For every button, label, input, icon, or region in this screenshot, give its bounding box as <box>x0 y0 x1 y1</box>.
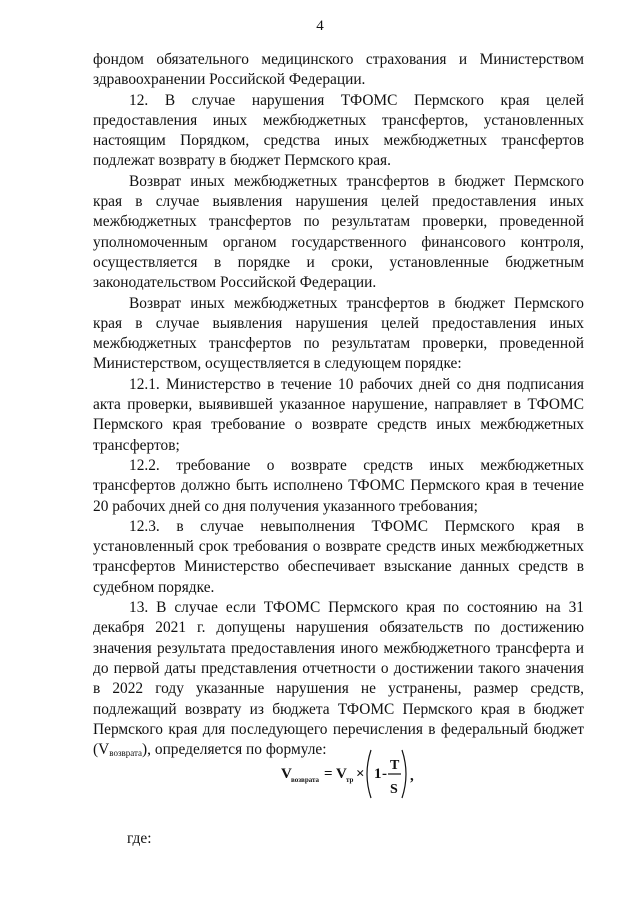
formula-minus: - <box>382 766 387 782</box>
formula-right-paren <box>402 750 406 798</box>
paragraph-item-13-text: 13. В случае если ТФОМС Пермского края по состоянию на 31 декабря 2021 г. допущены нарушения обязательств по достижению значения результата предоставления иного межбюджетного трансферта и до первой даты представления отчетности о достижении такого значения в 2022 году указанные нарушения не устранены, размер средств, подлежащий возврату из бюджета ТФОМС Пермского края в бюджет Пермского края для последующего перечисления в федеральный бюджет <box>93 599 584 738</box>
formula-lhs-subscript: возврата <box>291 776 320 784</box>
paragraph-item-12-1: 12.1. Министерство в течение 10 рабочих дней со дня подписания акта проверки, выявившей указанное нарушение, направляет в ТФОМС Пермского края требование о возврате средств иных межбюджетных трансфертов; <box>93 375 584 454</box>
formula-times: × <box>356 766 365 782</box>
v-return-close: ), определяется по формуле: <box>142 741 327 759</box>
formula-comma: , <box>410 768 414 784</box>
formula-left-paren <box>367 750 371 798</box>
formula-v-subscript: тр <box>346 776 354 784</box>
paragraph-return-ministry: Возврат иных межбюджетных трансфертов в бюджет Пермского края в случае выявления нарушения целей предоставления иных межбюджетных трансфертов по результатам проверки, проведенной Министерством, осуществляется в следующем порядке: <box>93 294 584 373</box>
page-number: 4 <box>316 18 324 34</box>
formula-graphic <box>281 748 451 804</box>
paragraph-item-12-3: 12.3. в случае невыполнения ТФОМС Пермского края в установленный срок требования о возврате средств иных межбюджетных трансфертов Министерство обеспечивает взыскание данных средств в судебном порядке. <box>93 517 584 596</box>
formula-denominator: S <box>390 782 398 797</box>
formula-equals: = <box>324 766 333 782</box>
formula-lhs: V <box>281 766 292 782</box>
paragraph-item-13 <box>93 598 584 763</box>
v-return-open: (V <box>93 741 110 759</box>
paragraph-item-12: 12. В случае нарушения ТФОМС Пермского края целей предоставления иных межбюджетных трансфертов, установленных настоящим Порядком, средства иных межбюджетных трансфертов подлежат возврату в бюджет Пермского края. <box>93 91 584 170</box>
where-label: где: <box>127 830 152 847</box>
v-return-subscript: возврата <box>109 748 143 759</box>
paragraph-item-12-2: 12.2. требование о возврате средств иных межбюджетных трансфертов должно быть исполнено ТФОМС Пермского края в течение 20 рабочих дней со дня получения указанного требования; <box>93 456 584 515</box>
formula-v: V <box>336 766 347 782</box>
document-body <box>93 50 584 763</box>
paragraph-return-control-body: Возврат иных межбюджетных трансфертов в бюджет Пермского края в случае выявления нарушения целей предоставления иных межбюджетных трансфертов по результатам проверки, проведенной уполномоченным органом государственного финансового контроля, осуществляется в порядке и сроки, установленные бюджетным законодательством Российской Федерации. <box>93 172 584 292</box>
formula-numerator: T <box>390 758 400 773</box>
paragraph-continuation: фондом обязательного медицинского страхования и Министерством здравоохранении Российской Федерации. <box>93 51 584 89</box>
return-formula <box>281 748 451 804</box>
formula-one: 1 <box>374 766 382 782</box>
